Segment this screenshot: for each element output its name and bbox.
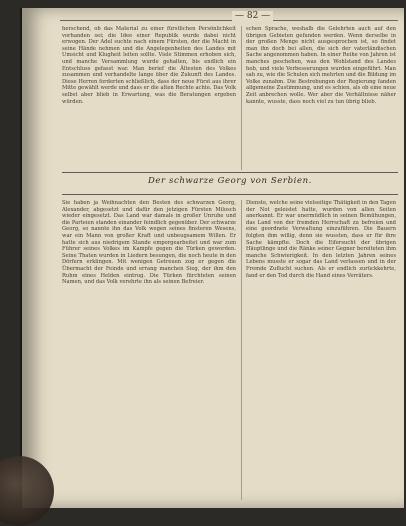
article-title: Der schwarze Georg von Serbien. [148,176,312,186]
column-divider-top [241,26,242,170]
upper-left-text: herschend, ob das Material zu einer fürstlichen Persönlichkeit vorhanden sei; die Idee einer Republik wurde dabei nicht erwogen. Der Adel suchte nach einem Fürsten, der die Macht in seine Hände nehmen und die Angelegenheiten des Landes mit Umsicht und Klugheit leiten sollte. Viele Stimmen erhoben sich, und manche Versammlung wurde gehalten, bis endlich ein Entschluss gefasst war. Man berief die Ältesten des Volkes zusammen und verhandelte lange über die Zukunft des Landes. Diese Herren forderten schließlich, dass der neue Fürst aus ihrer Mitte gewählt werde und dass er die alten Rechte achte. Das Volk selbst aber blieb in Erwartung, was die Beratungen ergeben würden. [62,26,236,105]
lower-right-text: Dienste, welche seine vielseitige Thätigkeit in den Tagen der Not geleistet hatte, wurden von allen Seiten anerkannt. Er war unermüdlich in seinen Bemühungen, das Land von der fremden Herrschaft zu befreien und eine geordnete Verwaltung einzuführen. Die Bauern folgten ihm willig, denn sie wussten, dass er für ihre Sache kämpfte. Doch die Eifersucht der übrigen Häuptlinge und die Ränke seiner Gegner bereiteten ihm manche Schwierigkeit. In den letzten Jahren seines Lebens musste er sogar das Land verlassen und in der Fremde Zuflucht suchen. Als er endlich zurückkehrte, fand er den Tod durch die Hand eines Verräters. [246,200,396,279]
page-number: — 82 — [232,11,273,21]
upper-right-text: schen Sprache, weshalb die Gelehrten auch auf den übrigen Gebieten gefunden werden. Wenn derselbe in der großen Menge nicht ausgesprochen ist, so findet man ihn doch bei allen, die sich der vaterländischen Sache angenommen haben. In einer Reihe von Jahren ist manches geschehen, was den Wohlstand des Landes hob, und viele Verbesserungen wurden eingeführt. Man sah zu, wie die Schulen sich mehrten und die Bildung im Volke zunahm. Die Bestrebungen der Regierung fanden allgemeine Zustimmung, und es schien, als ob eine neue Zeit anbrechen wolle. Wer aber die Verhältnisse näher kannte, wusste, dass noch viel zu tun übrig blieb. [246,26,396,105]
header-rule [60,20,398,21]
lower-right-column [246,200,396,500]
book-page [20,8,404,508]
upper-left-column [62,26,236,170]
lower-left-text: Sie haben ja Weihnachten den Besten des schwarzen Georg, Alexander, abgesetzt und dafür den jetzigen Fürsten Milosch wieder eingesetzt. Das Land war damals in großer Unruhe und die Parteien standen einander feindlich gegenüber. Der schwarze Georg, so nannte ihn das Volk wegen seines finsteren Wesens, war ein Mann von großer Kraft und unbeugsamem Willen. Er hatte sich aus niedrigem Stande emporgearbeitet und war zum Führer seines Volkes im Kampfe gegen die Türken geworden. Seine Thaten wurden in Liedern besungen, die noch heute in den Dörfern erklingen. Mit wenigen Getreuen zog er gegen die Übermacht der Feinde und errang manchen Sieg, der ihm den Ruhm eines Helden eintrug. Die Türken fürchteten seinen Namen, und das Volk verehrte ihn als seinen Befreier. [62,200,236,286]
column-divider-bottom [241,200,242,500]
title-rule-top [62,172,398,173]
upper-right-column [246,26,396,170]
title-rule-bottom [62,194,398,195]
lower-left-column [62,200,236,500]
